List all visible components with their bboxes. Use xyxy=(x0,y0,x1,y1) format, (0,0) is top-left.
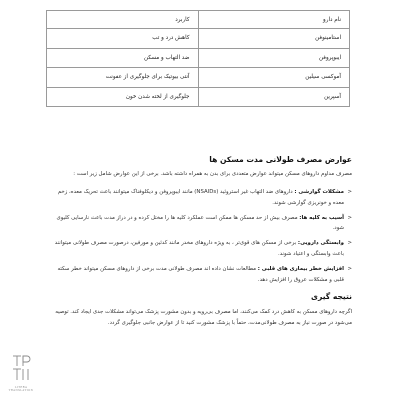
logo-mark-icon xyxy=(4,350,38,384)
side-effects-list xyxy=(47,187,352,290)
table-header-row xyxy=(47,11,350,29)
list-item xyxy=(47,213,352,234)
header-drug-name: نام دارو xyxy=(198,11,350,29)
list-item-text: مطالعات نشان داده اند مصرف طولانی مدت برخی از داروهای مسکن میتواند خطر سکته قلبی و مشکلات عروق را افزایش دهد. xyxy=(57,266,344,283)
table-row xyxy=(47,87,350,107)
list-item-text: مصرف بیش از حد مسکن ها ممکن است عملکرد کلیه ها را مختل کرده و در دراز مدت باعث نارسایی کلیوی شود. xyxy=(56,214,344,232)
header-usage: کاربرد xyxy=(47,11,199,29)
logo xyxy=(4,350,38,392)
side-effects-heading: عوارض مصرف طولانی مدت مسکن ها xyxy=(209,155,352,164)
drug-use-cell: ضد التهاب و مسکن xyxy=(47,48,199,68)
table-row xyxy=(47,68,350,88)
drug-use-cell: کاهش درد و تب xyxy=(47,29,199,49)
drug-name-cell: استامینوفن xyxy=(198,29,350,49)
list-item xyxy=(47,238,352,259)
list-item xyxy=(47,187,352,208)
arrow-bullet-icon: < xyxy=(347,189,352,195)
list-item-term: افزایش خطر بیماری های قلبی : xyxy=(257,266,344,273)
drug-use-cell: جلوگیری از لخته شدن خون xyxy=(47,87,199,107)
conclusion-heading: نتیجه گیری xyxy=(311,292,352,301)
side-effects-intro: مصرف مداوم داروهای مسکن میتواند عوارض متعددی برای بدن به همراه داشته باشد. برخی از این عوارض شامل زیر است : xyxy=(73,171,352,177)
drug-table xyxy=(46,10,350,107)
arrow-bullet-icon: < xyxy=(347,266,352,273)
list-item-term: وابستگی دارویی: xyxy=(297,240,344,247)
arrow-bullet-icon: < xyxy=(347,240,352,247)
conclusion-text: اگرچه داروهای مسکن به کاهش درد کمک می‌کنند، اما مصرف بی‌رویه و بدون مشورت پزشک می‌تواند مشکلات جدی ایجاد کند. توصیه می‌شود در صورت نیاز به مصرف طولانی‌مدت، حتماً با پزشک مشورت کنید تا از عوارض جانبی جلوگیری گردد. xyxy=(55,309,352,326)
table-row xyxy=(47,48,350,68)
list-item-term: آسیب به کلیه ها: xyxy=(299,214,344,221)
drug-name-cell: آموکسی سیلین xyxy=(198,68,350,88)
drug-use-cell: آنتی بیوتیک برای جلوگیری از عفونت xyxy=(47,68,199,88)
list-item-text: برخی از مسکن های قوی‌تر ، به ویژه داروهای مخدر مانند کدئین و مورفین، درصورت مصرف طولانی میتوانند باعث وابستگی و اعتیاد شوند. xyxy=(54,240,344,257)
table-row xyxy=(47,29,350,49)
drug-name-cell: ایبوپروفن xyxy=(198,48,350,68)
list-item-term: مشکلات گوارشی : xyxy=(294,189,344,195)
list-item-text: داروهای ضد التهاب غیر استروئید (NSAIDs) مانند ایبوپروفن و دیکلوفناک میتوانند باعث تحریک معده، زخم معده و خونریزی گوارشی شوند. xyxy=(57,189,344,206)
drug-name-cell: آسپرین xyxy=(198,87,350,107)
arrow-bullet-icon: < xyxy=(347,214,352,221)
logo-caption: LITERA TRANSLATION xyxy=(8,386,34,392)
list-item xyxy=(47,264,352,285)
